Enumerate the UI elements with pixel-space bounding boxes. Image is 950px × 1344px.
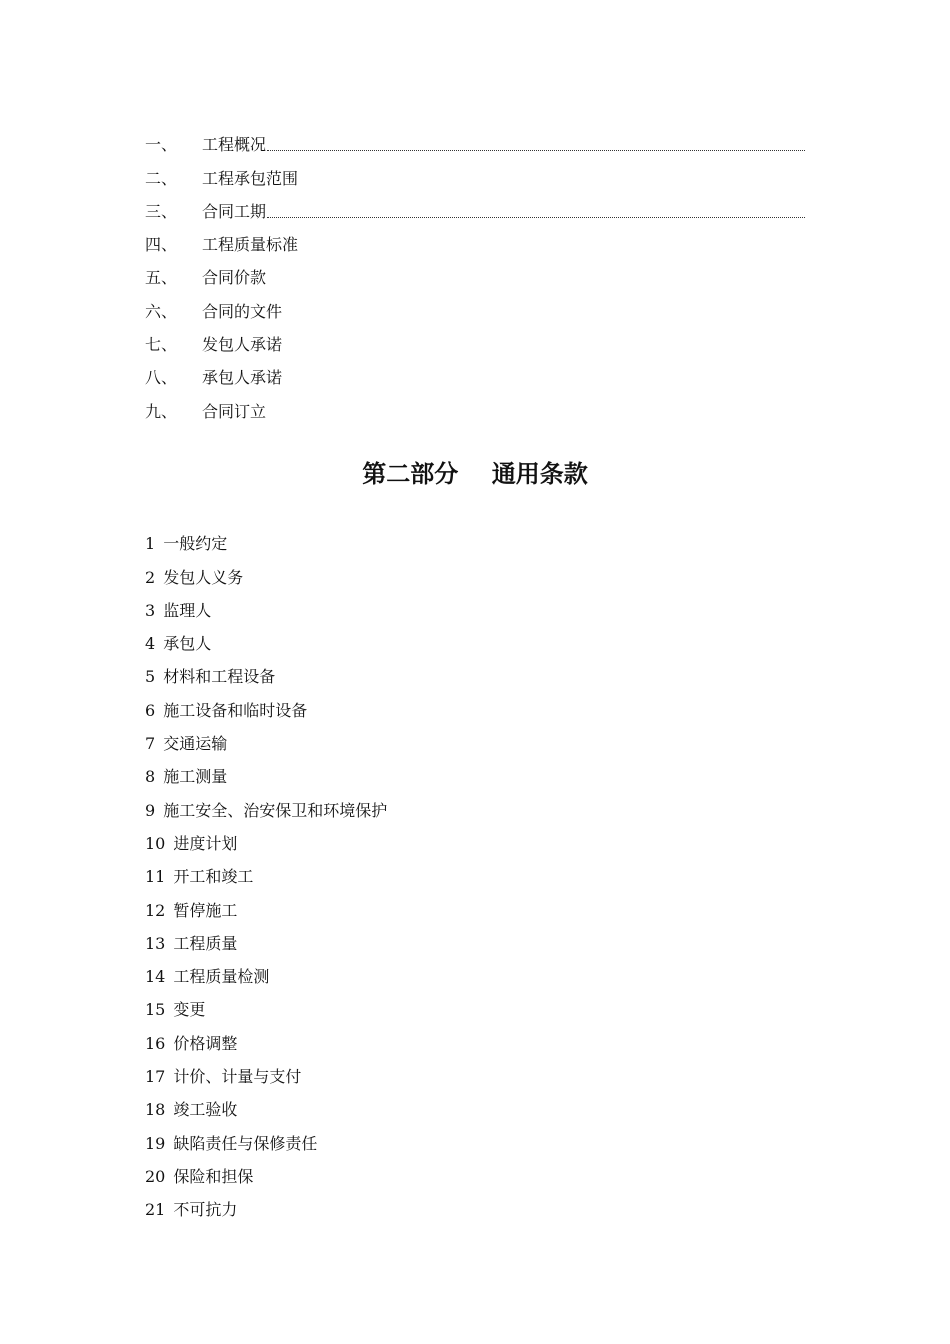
clause-item: [145, 1056, 805, 1089]
toc-label: 发包人承诺: [202, 335, 283, 355]
toc-row: [145, 191, 805, 224]
clause-item: [145, 1156, 805, 1189]
clause-label: 不可抗力: [173, 1200, 238, 1220]
toc-row: [145, 257, 805, 290]
toc-label: 工程承包范围: [202, 168, 299, 188]
toc-number: 一、: [145, 135, 178, 155]
clause-item: [145, 923, 805, 956]
toc-row: [145, 390, 805, 423]
clause-item: [145, 623, 805, 656]
clause-label: 价格调整: [173, 1033, 238, 1053]
clause-label: 施工安全、治安保卫和环境保护: [163, 800, 388, 820]
toc-row: [145, 357, 805, 390]
clause-label: 交通运输: [163, 734, 228, 754]
clause-number: 12: [145, 900, 166, 920]
toc-number: 七、: [145, 335, 178, 355]
clause-number: 6: [145, 700, 156, 720]
clause-number: 21: [145, 1200, 166, 1220]
clause-label: 一般约定: [163, 534, 228, 554]
clause-item: [145, 756, 805, 789]
clause-label: 计价、计量与支付: [173, 1067, 302, 1087]
toc-number: 八、: [145, 368, 178, 388]
toc-number: 五、: [145, 268, 178, 288]
clause-label: 工程质量检测: [173, 967, 270, 987]
clause-item: [145, 856, 805, 889]
general-clauses-list: [145, 523, 805, 1222]
clause-number: 7: [145, 734, 156, 754]
clause-item: [145, 789, 805, 822]
toc-number: 九、: [145, 401, 178, 421]
toc-label: 工程概况: [202, 135, 267, 155]
part-one-toc: [145, 124, 805, 424]
clause-item: [145, 956, 805, 989]
toc-row: [145, 324, 805, 357]
clause-item: [145, 989, 805, 1022]
clause-number: 16: [145, 1033, 166, 1053]
toc-label: 承包人承诺: [202, 368, 283, 388]
toc-dotted-leader: [267, 149, 805, 151]
clause-label: 工程质量: [173, 933, 238, 953]
clause-number: 2: [145, 567, 156, 587]
clause-item: [145, 1089, 805, 1122]
clause-number: 15: [145, 1000, 166, 1020]
clause-label: 材料和工程设备: [163, 667, 276, 687]
clause-item: [145, 1022, 805, 1055]
toc-number: 六、: [145, 301, 178, 321]
clause-item: [145, 656, 805, 689]
clause-item: [145, 590, 805, 623]
clause-label: 暂停施工: [173, 900, 238, 920]
clause-label: 变更: [173, 1000, 206, 1020]
toc-label: 合同的文件: [202, 301, 283, 321]
clause-item: [145, 723, 805, 756]
clause-number: 1: [145, 534, 156, 554]
clause-label: 竣工验收: [173, 1100, 238, 1120]
clause-item: [145, 823, 805, 856]
clause-label: 施工设备和临时设备: [163, 700, 308, 720]
clause-number: 5: [145, 667, 156, 687]
toc-leader-empty: [267, 417, 805, 418]
clause-label: 施工测量: [163, 767, 228, 787]
clause-label: 发包人义务: [163, 567, 244, 587]
clause-number: 8: [145, 767, 156, 787]
clause-number: 9: [145, 800, 156, 820]
toc-leader-empty: [267, 283, 805, 284]
clause-item: [145, 523, 805, 556]
clause-item: [145, 556, 805, 589]
toc-row: [145, 224, 805, 257]
toc-leader-empty: [283, 317, 805, 318]
clause-number: 3: [145, 600, 156, 620]
clause-item: [145, 1189, 805, 1222]
toc-leader-empty: [283, 383, 805, 384]
toc-label: 合同工期: [202, 201, 267, 221]
clause-item: [145, 889, 805, 922]
clause-number: 14: [145, 967, 166, 987]
clause-label: 监理人: [163, 600, 212, 620]
toc-label: 工程质量标准: [202, 235, 299, 255]
toc-number: 四、: [145, 235, 178, 255]
section-title: 第二部分 通用条款: [362, 459, 588, 488]
clause-label: 承包人: [163, 634, 212, 654]
toc-label: 合同价款: [202, 268, 267, 288]
clause-number: 11: [145, 867, 166, 887]
clause-number: 13: [145, 933, 166, 953]
toc-row: [145, 124, 805, 157]
clause-item: [145, 689, 805, 722]
clause-label: 缺陷责任与保修责任: [173, 1133, 318, 1153]
toc-number: 二、: [145, 168, 178, 188]
clause-number: 4: [145, 634, 156, 654]
toc-dotted-leader: [267, 216, 805, 218]
clause-number: 19: [145, 1133, 166, 1153]
clause-number: 10: [145, 833, 166, 853]
clause-number: 20: [145, 1166, 166, 1186]
toc-row: [145, 157, 805, 190]
clause-item: [145, 1122, 805, 1155]
clause-label: 进度计划: [173, 833, 238, 853]
clause-label: 开工和竣工: [173, 867, 254, 887]
clause-number: 17: [145, 1067, 166, 1087]
toc-leader-empty: [299, 250, 805, 251]
toc-leader-empty: [283, 350, 805, 351]
clause-number: 18: [145, 1100, 166, 1120]
toc-number: 三、: [145, 201, 178, 221]
toc-label: 合同订立: [202, 401, 267, 421]
clause-label: 保险和担保: [173, 1166, 254, 1186]
toc-row: [145, 290, 805, 323]
toc-leader-empty: [299, 184, 805, 185]
